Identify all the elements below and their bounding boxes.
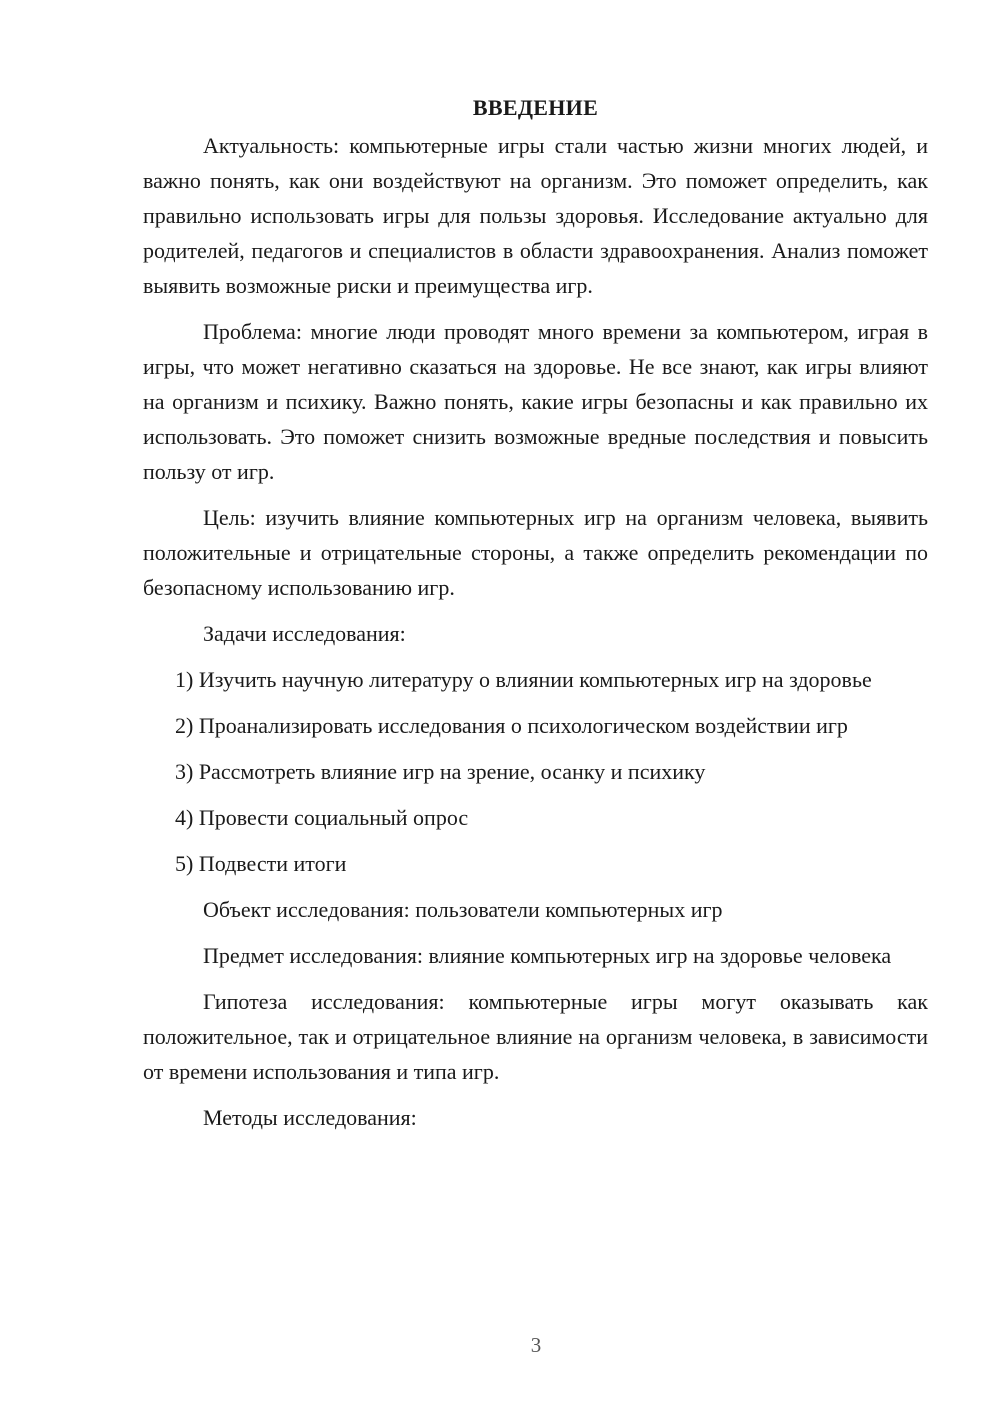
tasks-heading: Задачи исследования: [203,621,406,646]
subject-paragraph: Предмет исследования: влияние компьютерных игр на здоровье человека [203,943,892,968]
task-item-3: 3) Рассмотреть влияние игр на зрение, осанку и психику [175,759,706,784]
task-item-2: 2) Проанализировать исследования о психологическом воздействии игр [175,713,848,738]
methods-heading: Методы исследования: [203,1105,417,1130]
section-title: ВВЕДЕНИЕ [472,95,599,120]
document-page [143,92,928,1146]
object-paragraph: Объект исследования: пользователи компьютерных игр [203,897,723,922]
relevance-paragraph: Актуальность: компьютерные игры стали частью жизни многих людей, и важно понять, как они воздействуют на организм. Это поможет определить, как правильно использовать игры для пользы здоровья. Исследование актуально для родителей, педагогов и специалистов в области здравоохранения. Анализ поможет выявить возможные риски и преимущества игр. [143,133,928,298]
task-item-4: 4) Провести социальный опрос [175,805,469,830]
problem-paragraph: Проблема: многие люди проводят много времени за компьютером, играя в игры, что может негативно сказаться на здоровье. Не все знают, как игры влияют на организм и психику. Важно понять, какие игры безопасны и как правильно их использовать. Это поможет снизить возможные вредные последствия и повысить пользу от игр. [143,319,928,484]
goal-paragraph: Цель: изучить влияние компьютерных игр на организм человека, выявить положительные и отрицательные стороны, а также определить рекомендации по безопасному использованию игр. [143,505,928,600]
task-item-1: 1) Изучить научную литературу о влиянии компьютерных игр на здоровье [175,667,872,692]
task-item-5: 5) Подвести итоги [175,851,347,876]
page-number: 3 [530,1333,542,1357]
hypothesis-paragraph: Гипотеза исследования: компьютерные игры могут оказывать как положительное, так и отрицательное влияние на организм человека, в зависимости от времени использования и типа игр. [143,989,928,1084]
